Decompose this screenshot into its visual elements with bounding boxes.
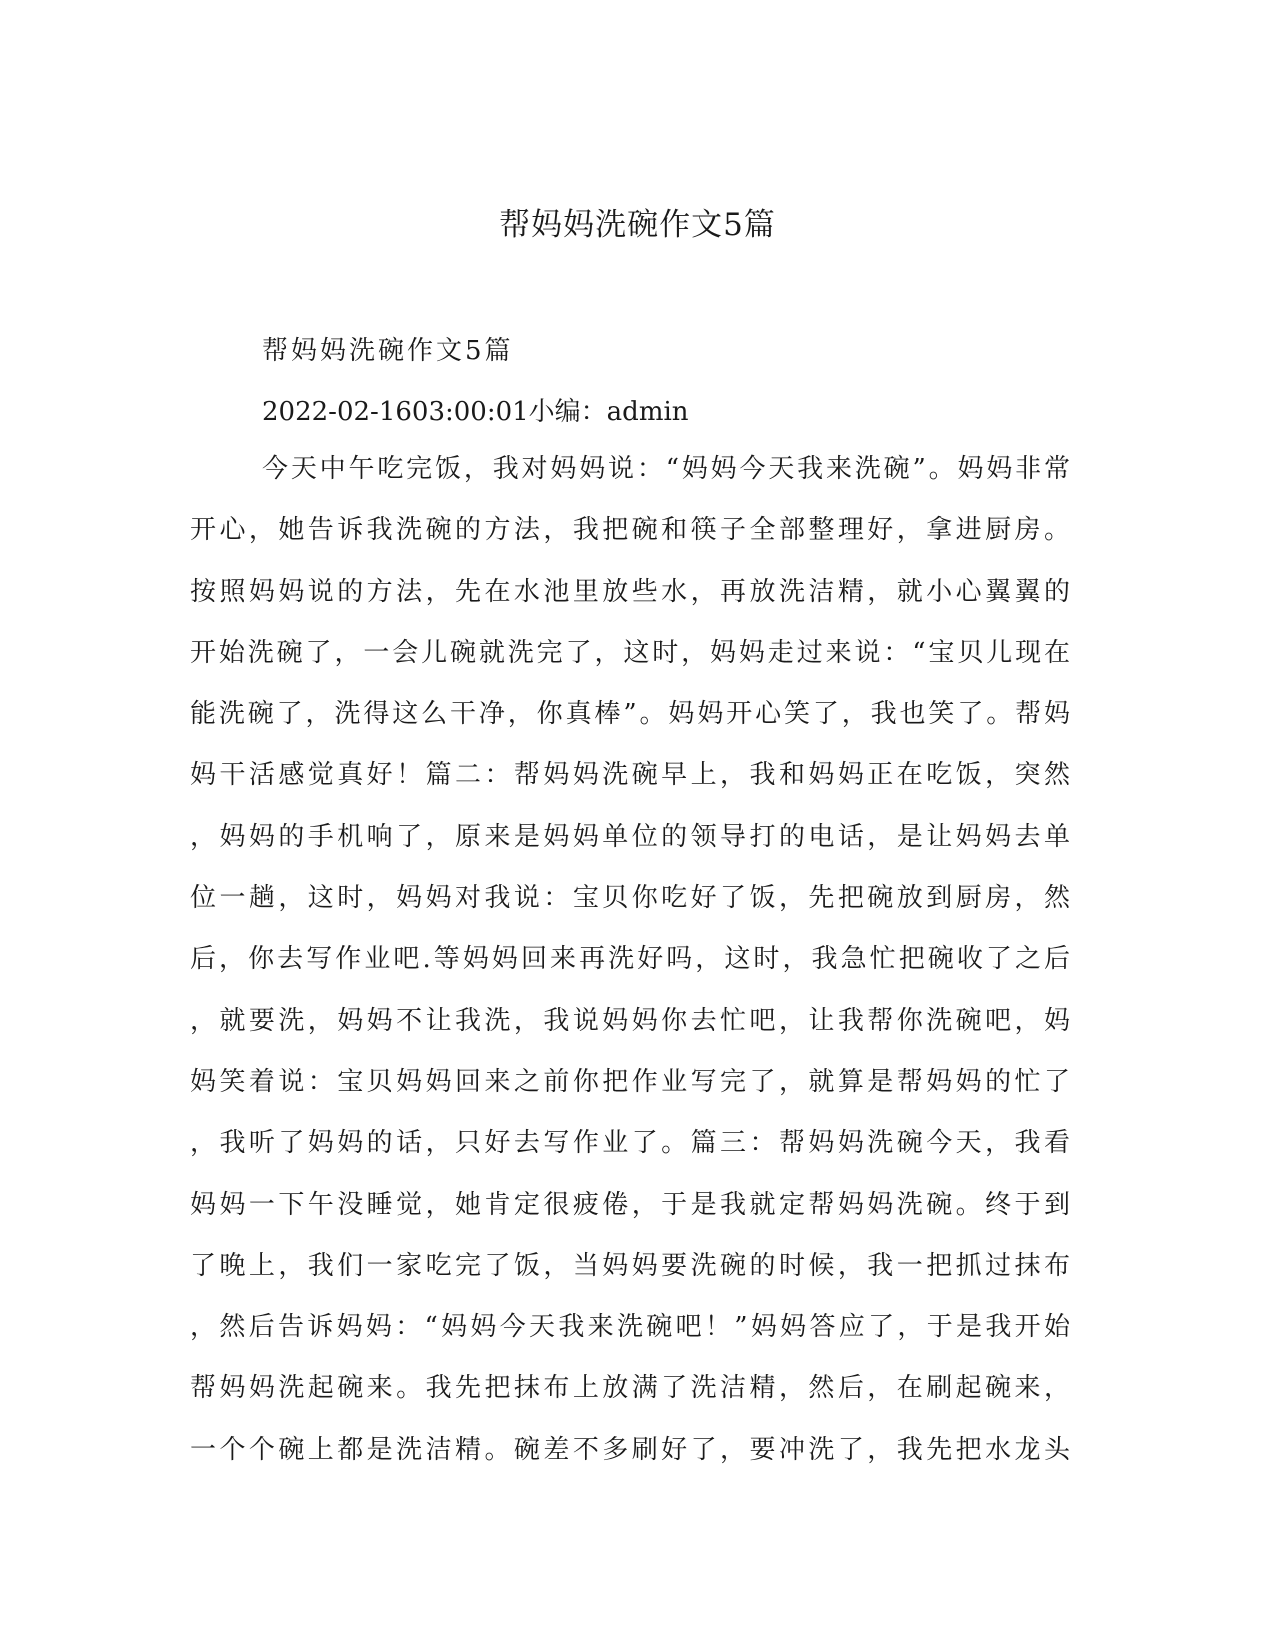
body-line: 能洗碗了，洗得这么干净，你真棒”。妈妈开心笑了，我也笑了。帮妈 [190, 699, 1070, 730]
body-line: 后，你去写作业吧.等妈妈回来再洗好吗，这时，我急忙把碗收了之后 [190, 944, 1070, 975]
body-line: 开心，她告诉我洗碗的方法，我把碗和筷子全部整理好，拿进厨房。 [190, 515, 1070, 546]
body-line: 位一趟，这时，妈妈对我说：宝贝你吃好了饭，先把碗放到厨房，然 [190, 883, 1070, 914]
body-line: 妈干活感觉真好！篇二：帮妈妈洗碗早上，我和妈妈正在吃饭，突然 [190, 760, 1070, 791]
body-line: 妈笑着说：宝贝妈妈回来之前你把作业写完了，就算是帮妈妈的忙了 [190, 1066, 1070, 1097]
body-line: 按照妈妈说的方法，先在水池里放些水，再放洗洁精，就小心翼翼的 [190, 576, 1070, 607]
body-line: 开始洗碗了，一会儿碗就洗完了，这时，妈妈走过来说：“宝贝儿现在 [190, 637, 1070, 668]
body-line: 一个个碗上都是洗洁精。碗差不多刷好了，要冲洗了，我先把水龙头 [190, 1434, 1070, 1465]
article-body [190, 451, 1070, 1493]
body-line: 了晚上，我们一家吃完了饭，当妈妈要洗碗的时候，我一把抓过抹布 [190, 1250, 1070, 1281]
body-line: 妈妈一下午没睡觉，她肯定很疲倦，于是我就定帮妈妈洗碗。终于到 [190, 1189, 1070, 1220]
page-title: 帮妈妈洗碗作文5篇 [499, 207, 776, 243]
article-subtitle: 帮妈妈洗碗作文5篇 [262, 336, 514, 366]
article-meta: 2022-02-1603:00:01小编：admin [262, 397, 689, 427]
body-line: 帮妈妈洗起碗来。我先把抹布上放满了洗洁精，然后，在刷起碗来， [190, 1373, 1070, 1404]
body-line: ，我听了妈妈的话，只好去写作业了。篇三：帮妈妈洗碗今天，我看 [190, 1128, 1070, 1159]
body-line: ，然后告诉妈妈：“妈妈今天我来洗碗吧！”妈妈答应了，于是我开始 [190, 1312, 1070, 1343]
body-line: ，妈妈的手机响了，原来是妈妈单位的领导打的电话，是让妈妈去单 [190, 821, 1070, 852]
body-line: ，就要洗，妈妈不让我洗，我说妈妈你去忙吧，让我帮你洗碗吧，妈 [190, 1005, 1070, 1036]
body-line: 今天中午吃完饭，我对妈妈说：“妈妈今天我来洗碗”。妈妈非常 [262, 454, 1070, 484]
